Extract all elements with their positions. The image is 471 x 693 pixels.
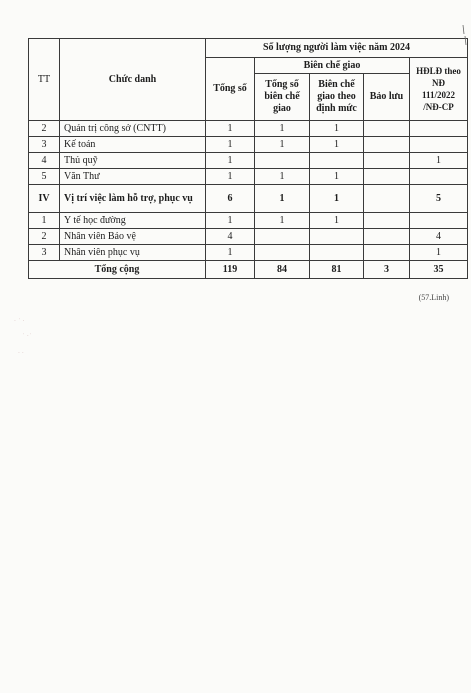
row-value-cell [364,137,410,153]
row-title-cell: Quản trị công sở (CNTT) [60,121,206,137]
table-row [29,169,468,185]
stamp-smudge: ˙ ·˙ [22,333,32,340]
row-value-cell: 3 [29,245,60,261]
header-group: Số lượng người làm việc năm 2024 [206,39,468,58]
row-value-cell: 1 [29,213,60,229]
stamp-smudge: · · [18,350,24,357]
header-tong-so-bien-che-giao: Tổng số biên chế giao [255,74,310,121]
row-value-cell: 6 [206,185,255,213]
row-value-cell: 4 [206,229,255,245]
row-value-cell [364,229,410,245]
row-title-cell: Vị trí việc làm hỗ trợ, phục vụ [60,185,206,213]
row-value-cell: 1 [310,121,364,137]
row-value-cell: 1 [206,213,255,229]
total-cell: 3 [364,261,410,279]
table-row [29,245,468,261]
row-value-cell [410,169,468,185]
total-label: Tổng cộng [29,261,206,279]
row-value-cell: 5 [29,169,60,185]
row-value-cell [255,229,310,245]
row-value-cell [410,137,468,153]
row-value-cell [364,245,410,261]
total-cell: 35 [410,261,468,279]
row-value-cell: 1 [206,245,255,261]
row-value-cell [310,245,364,261]
row-value-cell: 1 [310,185,364,213]
row-value-cell [255,153,310,169]
total-row [29,261,468,279]
staffing-table [28,38,468,279]
header-hdld: HĐLĐ theo NĐ 111/2022 /NĐ-CP [410,58,468,121]
page-edge-mark [462,24,467,46]
row-value-cell [364,153,410,169]
row-value-cell [364,185,410,213]
total-cell: 84 [255,261,310,279]
table-row [29,229,468,245]
total-cell: 81 [310,261,364,279]
table-row [29,121,468,137]
row-title-cell: Thủ quỹ [60,153,206,169]
header-bien-che-giao: Biên chế giao [255,58,410,74]
total-cell: 119 [206,261,255,279]
row-value-cell: 1 [255,185,310,213]
stamp-smudge: · ˙ · [14,318,25,325]
row-value-cell [410,121,468,137]
row-value-cell: 4 [410,229,468,245]
table-row [29,137,468,153]
header-title: Chức danh [60,39,206,121]
header-bien-che-dinh-muc: Biên chế giao theo định mức [310,74,364,121]
row-title-cell: Nhân viên Bảo vệ [60,229,206,245]
table-row [29,213,468,229]
row-value-cell: 1 [255,169,310,185]
row-value-cell [310,153,364,169]
row-value-cell [364,121,410,137]
header-tt: TT [29,39,60,121]
row-title-cell: Nhân viên phục vụ [60,245,206,261]
header-bao-luu: Bảo lưu [364,74,410,121]
row-title-cell: Văn Thư [60,169,206,185]
table-body [29,121,468,261]
row-value-cell [310,229,364,245]
row-value-cell: IV [29,185,60,213]
row-value-cell: 1 [206,153,255,169]
row-value-cell: 2 [29,229,60,245]
row-value-cell: 1 [255,213,310,229]
row-value-cell: 4 [29,153,60,169]
table-row [29,185,468,213]
row-value-cell: 1 [206,137,255,153]
row-value-cell [364,213,410,229]
table-row [29,153,468,169]
row-value-cell [364,169,410,185]
footnote: (57.Linh) [418,293,449,302]
row-value-cell: 3 [29,137,60,153]
row-value-cell: 1 [410,245,468,261]
row-value-cell: 1 [310,213,364,229]
header-total: Tổng số [206,58,255,121]
row-value-cell: 1 [255,121,310,137]
row-title-cell: Kế toán [60,137,206,153]
row-value-cell: 5 [410,185,468,213]
row-value-cell: 1 [206,121,255,137]
row-value-cell [410,213,468,229]
staffing-table-container [28,38,468,279]
row-value-cell: 1 [255,137,310,153]
row-value-cell: 1 [310,137,364,153]
row-value-cell: 1 [410,153,468,169]
row-title-cell: Y tế học đường [60,213,206,229]
row-value-cell: 2 [29,121,60,137]
row-value-cell: 1 [206,169,255,185]
row-value-cell: 1 [310,169,364,185]
row-value-cell [255,245,310,261]
